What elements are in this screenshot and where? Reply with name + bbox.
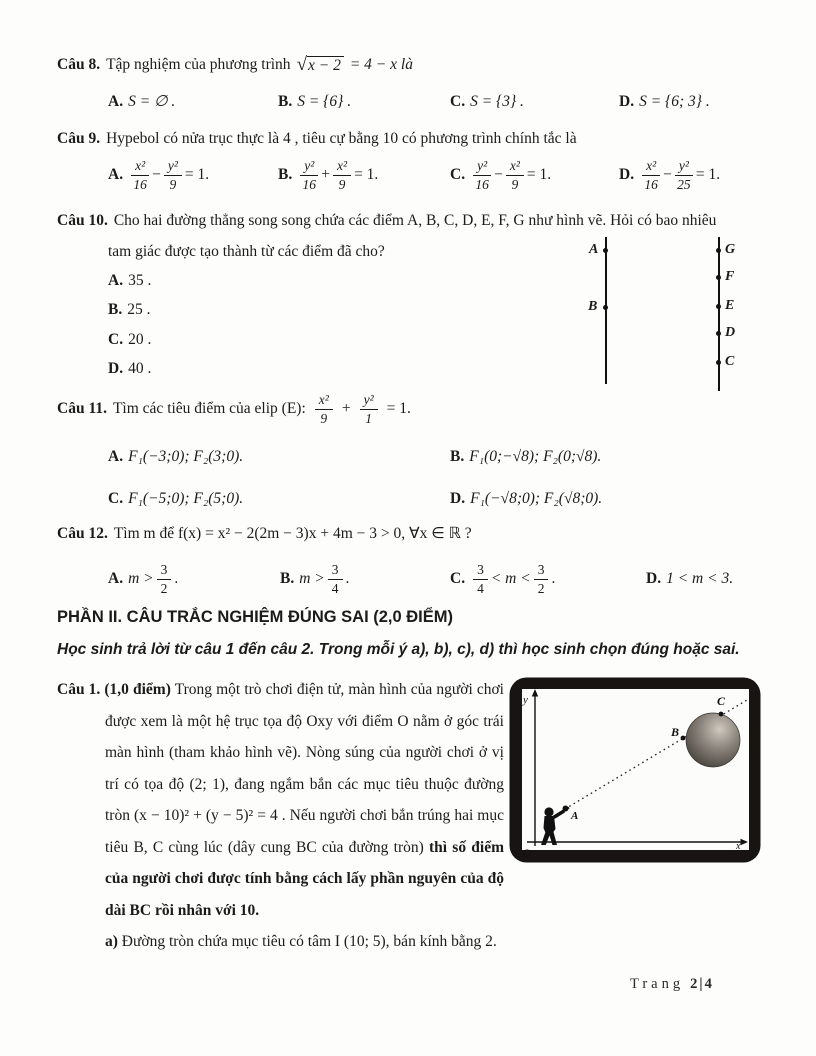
p2q1-body-bold: thì số điểm của người chơi được tính bằng cách lấy phần nguyên của độ dài BC rồi nhân với 10. [105, 838, 504, 919]
equals-one: = 1. [386, 400, 411, 418]
q10-line1: Cho hai đường thẳng song song chứa các điểm A, B, C, D, E, F, G như hình vẽ. Hỏi có bao nhiêu [113, 212, 717, 229]
option-letter: A. [108, 92, 124, 110]
option-text: 40 . [128, 360, 152, 378]
option-letter: C. [450, 570, 466, 587]
option-text: 1 < m < 3. [666, 570, 734, 587]
fraction: $\frac{\text{x²}}{9}$ [506, 158, 524, 192]
footer-word: Trang [630, 976, 685, 992]
option-letter: A. [108, 271, 124, 289]
part2-title: PHẦN II. CÂU TRẮC NGHIỆM ĐÚNG SAI (2,0 ĐIỂM) [57, 608, 454, 626]
equals-one: = 1. [184, 166, 210, 183]
point-B-dot [681, 736, 686, 741]
p2q1-points: (1,0 điểm) [104, 681, 171, 698]
fraction: $\frac{\text{y²}}{16}$ [300, 158, 318, 192]
fraction: $\frac{3}{2}$ [157, 562, 172, 596]
option-letter: B. [278, 92, 293, 110]
q9-options [108, 152, 720, 198]
origin-label: O [522, 846, 531, 860]
q10-options [108, 266, 151, 384]
option-post: . [174, 570, 179, 587]
point-B-label: B [671, 725, 680, 739]
q12-option-a [108, 562, 280, 596]
q11-option-c [108, 490, 450, 508]
option-letter: A. [108, 448, 124, 465]
option-letter: C. [450, 166, 466, 183]
p2q1-label: Câu 1. [57, 681, 101, 698]
left-line [605, 237, 607, 384]
option-letter: A. [108, 570, 124, 587]
q11-label: Câu 11. [57, 400, 107, 418]
q11-options-row1 [108, 440, 601, 474]
option-letter: D. [646, 570, 662, 587]
fraction: $\frac{\text{y²}}{1}$ [360, 392, 378, 426]
option-post: . [345, 570, 350, 587]
point-C-dot [719, 712, 724, 717]
right-line [718, 237, 720, 391]
point-dot-C [716, 360, 721, 365]
point-label-E: E [725, 298, 735, 313]
point-dot-F [716, 275, 721, 280]
point-A-label: A [571, 810, 579, 822]
option-letter: B. [280, 570, 295, 587]
q11-options-row2 [108, 482, 602, 516]
point-label-C: C [725, 354, 735, 369]
operator: − [494, 166, 503, 183]
part2-instruction: Học sinh trả lời từ câu 1 đến câu 2. Trong mỗi ý a), b), c), d) thì học sinh chọn đúng hoặc sai. [57, 641, 740, 658]
q8-option-a [108, 92, 278, 111]
q9-text: Hypebol có nửa trục thực là 4 , tiêu cự bằng 10 có phương trình chính tắc là [106, 130, 577, 147]
q9-option-d [619, 158, 720, 192]
question-paragraph [57, 674, 504, 926]
q11-title [57, 392, 411, 426]
item-a [57, 927, 504, 957]
option-mid: < m < [490, 570, 531, 587]
q10-line2: tam giác được tạo thành từ các điểm đã cho? [108, 243, 385, 260]
point-dot-A [603, 248, 608, 253]
q12-options [108, 556, 733, 602]
q8-pre-text: Tập nghiệm của phương trình [106, 56, 291, 73]
q10-option-c [108, 325, 151, 355]
option-text: 25 . [127, 301, 151, 319]
equals-one: = 1. [526, 166, 552, 183]
q10-option-a [108, 266, 151, 296]
q10-option-d [108, 355, 151, 385]
q12-option-d [646, 570, 733, 588]
option-text: S = {3} . [470, 92, 524, 110]
q8-options [108, 92, 710, 111]
point-dot-D [716, 331, 721, 336]
q12-label: Câu 12. [57, 524, 108, 542]
option-text: S = ∅ . [128, 93, 176, 110]
option-letter: B. [450, 448, 465, 465]
option-post: . [551, 570, 556, 587]
option-letter: B. [278, 166, 293, 183]
fraction: $\frac{\text{x²}}{16}$ [642, 158, 660, 192]
q12-option-b [280, 562, 450, 596]
game-screen-svg [508, 676, 762, 864]
q10-title [57, 212, 716, 230]
q9-option-c [450, 158, 619, 192]
p2q1-body-text: Trong một trò chơi điện tử, màn hình của người chơi được xem là một hệ trục tọa độ Oxy với điểm O nằm ở góc trái màn hình (tham khảo hình vẽ). Nòng súng của người chơi ở vị trí có tọa độ (2; 1), đang ngắm bắn các mục tiêu thuộc đường tròn (x − 10)² + (y − 5)² = 4 . Nếu người chơi bắn trúng hai mục tiêu B, C cùng lúc (dây cung BC của đường tròn) [105, 681, 504, 856]
fraction: $\frac{\text{y²}}{25}$ [675, 158, 693, 192]
option-letter: C. [450, 92, 466, 110]
x-axis-label: x [736, 841, 741, 852]
operator: − [663, 166, 672, 183]
operator: − [152, 166, 161, 183]
option-letter: D. [619, 92, 635, 110]
option-text: F₁(0;−√8); F₂(0;√8). [469, 448, 602, 465]
option-text: F₁(−√8;0); F₂(√8;0). [470, 490, 603, 507]
fraction: $\frac{\text{x²}}{9}$ [333, 158, 351, 192]
option-text: 20 . [128, 330, 152, 348]
point-C-label: C [717, 694, 726, 708]
point-label-A: A [589, 242, 599, 257]
q12-title [57, 524, 472, 543]
q11-pre-text: Tìm các tiêu điểm của elip (E): [112, 400, 306, 418]
option-text: F₁(−3;0); F₂(3;0). [128, 448, 244, 465]
radicand: x − 2 [307, 56, 344, 74]
equals-one: = 1. [354, 166, 379, 183]
q10-option-b [108, 296, 151, 326]
fraction: $\frac{\text{y²}}{9}$ [164, 158, 182, 192]
radical-sign: √ [296, 54, 307, 75]
fraction: $\frac{3}{4}$ [328, 562, 343, 596]
point-label-D: D [725, 325, 736, 340]
option-pre: m > [128, 570, 154, 587]
item-a-text: Đường tròn chứa mục tiêu có tâm I (10; 5), bán kính bằng 2. [121, 933, 497, 950]
target-sphere [686, 713, 740, 767]
operator: + [321, 166, 331, 183]
footer-page-number: 2|4 [690, 976, 714, 992]
point-dot-E [716, 304, 721, 309]
option-text: F₁(−5;0); F₂(5;0). [128, 490, 244, 507]
point-label-F: F [725, 269, 735, 284]
q8-option-d [619, 93, 710, 111]
option-pre: m > [299, 570, 325, 587]
option-text: 35 . [128, 271, 152, 289]
q8-label: Câu 8. [57, 56, 101, 73]
operator: + [341, 400, 351, 418]
q11-option-a [108, 448, 450, 466]
option-letter: A. [108, 166, 124, 183]
option-letter: C. [108, 490, 124, 507]
fraction: $\frac{\text{y²}}{16}$ [473, 158, 491, 192]
fraction: $\frac{\text{x²}}{16}$ [131, 158, 149, 192]
point-dot-G [716, 248, 721, 253]
q8-title [57, 55, 413, 75]
q9-label: Câu 9. [57, 130, 101, 147]
q9-option-b [278, 158, 450, 192]
y-axis-label: y [523, 694, 528, 706]
option-text: S = {6} . [297, 92, 352, 110]
q11-option-d [450, 490, 602, 508]
fraction: $\frac{3}{4}$ [473, 562, 488, 596]
q10-label: Câu 10. [57, 212, 108, 229]
option-letter: B. [108, 301, 123, 319]
q11-option-b [450, 448, 601, 466]
q12-text: Tìm m để f(x) = x² − 2(2m − 3)x + 4m − 3 > 0, ∀x ∈ ℝ ? [113, 525, 472, 542]
q8-option-b [278, 93, 450, 111]
point-label-G: G [725, 242, 736, 257]
q8-option-c [450, 93, 619, 111]
point-label-B: B [588, 299, 598, 314]
option-letter: C. [108, 330, 124, 348]
equals-one: = 1. [695, 166, 721, 183]
q9-option-a [108, 158, 278, 192]
q9-title [57, 130, 577, 148]
parallel-lines-figure [588, 232, 745, 394]
option-letter: D. [450, 490, 466, 507]
option-letter: D. [108, 360, 124, 378]
point-dot-B [603, 305, 608, 310]
part2-question1 [57, 674, 504, 957]
option-text: S = {6; 3} . [639, 92, 710, 110]
q12-option-c [450, 562, 646, 596]
q8-post-text: = 4 − x là [349, 56, 413, 73]
fraction: $\frac{\text{x²}}{9}$ [315, 392, 333, 426]
option-letter: D. [619, 166, 635, 183]
game-screen-figure [508, 676, 762, 864]
item-a-label: a) [105, 933, 118, 950]
page-footer [630, 976, 714, 993]
sqrt-expression [297, 55, 344, 75]
fraction: $\frac{3}{2}$ [534, 562, 549, 596]
